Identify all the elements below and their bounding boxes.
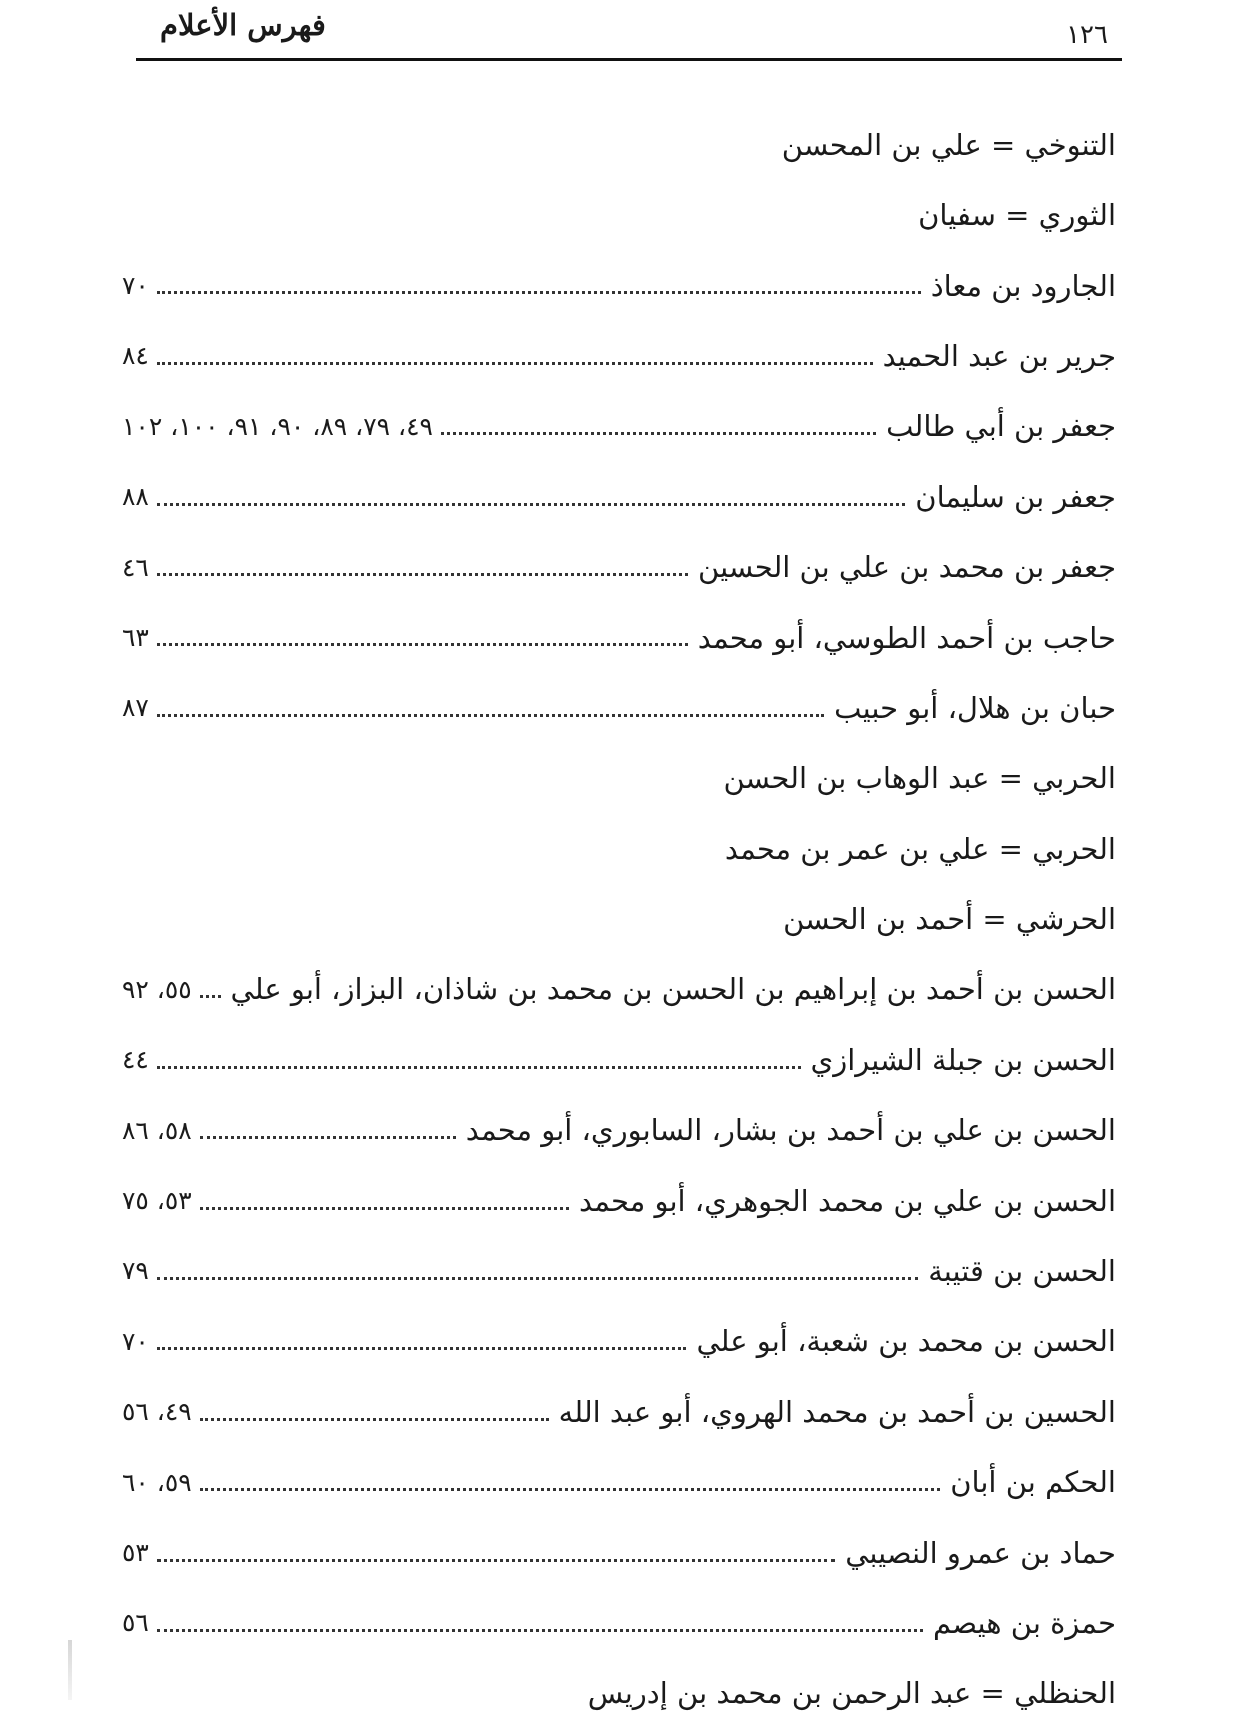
index-entry bbox=[122, 1518, 1116, 1588]
page-number: ١٢٦ bbox=[1066, 20, 1108, 50]
entry-name: الحسن بن جبلة الشيرازي bbox=[810, 1042, 1116, 1077]
entry-name: حبان بن هلال، أبو حبيب bbox=[834, 690, 1116, 725]
dot-leader bbox=[200, 1136, 456, 1139]
index-entry bbox=[122, 955, 1116, 1025]
entry-name: جعفر بن أبي طالب bbox=[886, 409, 1116, 444]
entry-name: الحسن بن علي بن محمد الجوهري، أبو محمد bbox=[579, 1183, 1116, 1218]
index-entry bbox=[122, 1095, 1116, 1165]
entry-pages: ٥٣، ٧٥ bbox=[122, 1186, 192, 1216]
entry-name: الثوري = سفيان bbox=[918, 198, 1116, 233]
dot-leader bbox=[157, 1629, 923, 1632]
index-entries bbox=[122, 110, 1116, 1729]
entry-name: الجارود بن معاذ bbox=[930, 268, 1116, 303]
entry-pages: ٧٠ bbox=[122, 270, 149, 300]
entry-name: الحنظلي = عبد الرحمن بن محمد بن إدريس bbox=[587, 1676, 1116, 1711]
entry-pages: ٨٧ bbox=[122, 693, 149, 723]
index-entry bbox=[122, 1588, 1116, 1658]
dot-leader bbox=[200, 1207, 569, 1210]
entry-pages: ٥٩، ٦٠ bbox=[122, 1467, 192, 1497]
entry-name: جرير بن عبد الحميد bbox=[882, 338, 1116, 373]
entry-name: التنوخي = علي بن المحسن bbox=[781, 127, 1116, 162]
index-entry bbox=[122, 1166, 1116, 1236]
index-entry bbox=[122, 744, 1116, 814]
entry-pages: ٥٦ bbox=[122, 1608, 149, 1638]
entry-pages: ٨٨ bbox=[122, 482, 149, 512]
index-entry bbox=[122, 1236, 1116, 1306]
entry-pages: ٥٣ bbox=[122, 1538, 149, 1567]
index-entry bbox=[122, 321, 1116, 391]
entry-pages: ٥٨، ٨٦ bbox=[122, 1115, 192, 1145]
dot-leader bbox=[157, 291, 921, 294]
entry-pages: ٥٥، ٩٢ bbox=[122, 974, 192, 1004]
entry-name: الحسن بن أحمد بن إبراهيم بن الحسن بن محمد بن شاذان، البزاز، أبو علي bbox=[230, 972, 1116, 1007]
index-entry bbox=[122, 532, 1116, 602]
dot-leader bbox=[200, 995, 221, 998]
entry-name: جعفر بن محمد بن علي بن الحسين bbox=[698, 550, 1116, 585]
index-entry bbox=[122, 673, 1116, 743]
page-header bbox=[136, 6, 1122, 60]
entry-pages: ٤٦ bbox=[122, 552, 149, 582]
entry-pages: ٧٩ bbox=[122, 1256, 149, 1286]
dot-leader bbox=[157, 643, 688, 646]
entry-pages: ٤٩، ٥٦ bbox=[122, 1397, 192, 1427]
index-entry bbox=[122, 603, 1116, 673]
header-title: فهرس الأعلام bbox=[160, 8, 326, 42]
index-entry bbox=[122, 814, 1116, 884]
dot-leader bbox=[200, 1488, 940, 1491]
entry-pages: ٤٩، ٧٩، ٨٩، ٩٠، ٩١، ١٠٠، ١٠٢ bbox=[122, 411, 433, 441]
entry-name: الحسن بن قتيبة bbox=[928, 1254, 1116, 1289]
entry-name: الحرشي = أحمد بن الحسن bbox=[783, 902, 1116, 937]
dot-leader bbox=[157, 362, 873, 365]
entry-pages: ٤٤ bbox=[122, 1045, 149, 1075]
entry-name: الحربي = علي بن عمر بن محمد bbox=[724, 831, 1116, 866]
entry-name: حماد بن عمرو النصيبي bbox=[845, 1535, 1116, 1570]
index-entry bbox=[122, 392, 1116, 462]
index-entry bbox=[122, 1025, 1116, 1095]
entry-name: الحربي = عبد الوهاب بن الحسن bbox=[723, 761, 1116, 796]
dot-leader bbox=[157, 714, 824, 717]
dot-leader bbox=[157, 1066, 801, 1069]
entry-name: الحكم بن أبان bbox=[950, 1465, 1116, 1500]
dot-leader bbox=[441, 432, 876, 435]
entry-name: الحسن بن علي بن أحمد بن بشار، السابوري، أبو محمد bbox=[465, 1113, 1116, 1148]
dot-leader bbox=[200, 1418, 549, 1421]
entry-pages: ٦٣ bbox=[122, 622, 149, 652]
index-entry bbox=[122, 180, 1116, 250]
index-entry bbox=[122, 884, 1116, 954]
index-entry bbox=[122, 1447, 1116, 1517]
scan-mark bbox=[68, 1640, 72, 1700]
entry-name: جعفر بن سليمان bbox=[915, 479, 1116, 514]
index-entry bbox=[122, 1307, 1116, 1377]
entry-pages: ٧٠ bbox=[122, 1326, 149, 1356]
dot-leader bbox=[157, 573, 688, 576]
dot-leader bbox=[157, 1277, 918, 1280]
index-entry bbox=[122, 1377, 1116, 1447]
index-entry bbox=[122, 1659, 1116, 1729]
entry-name: حمزة بن هيصم bbox=[933, 1606, 1116, 1640]
entry-name: حاجب بن أحمد الطوسي، أبو محمد bbox=[697, 620, 1116, 655]
index-entry bbox=[122, 251, 1116, 321]
dot-leader bbox=[157, 1347, 687, 1350]
dot-leader bbox=[157, 503, 905, 506]
entry-name: الحسن بن محمد بن شعبة، أبو علي bbox=[696, 1324, 1116, 1359]
header-rule bbox=[136, 58, 1122, 61]
entry-pages: ٨٤ bbox=[122, 341, 149, 371]
dot-leader bbox=[157, 1559, 835, 1562]
index-entry bbox=[122, 110, 1116, 180]
entry-name: الحسين بن أحمد بن محمد الهروي، أبو عبد الله bbox=[558, 1394, 1116, 1429]
index-entry bbox=[122, 462, 1116, 532]
